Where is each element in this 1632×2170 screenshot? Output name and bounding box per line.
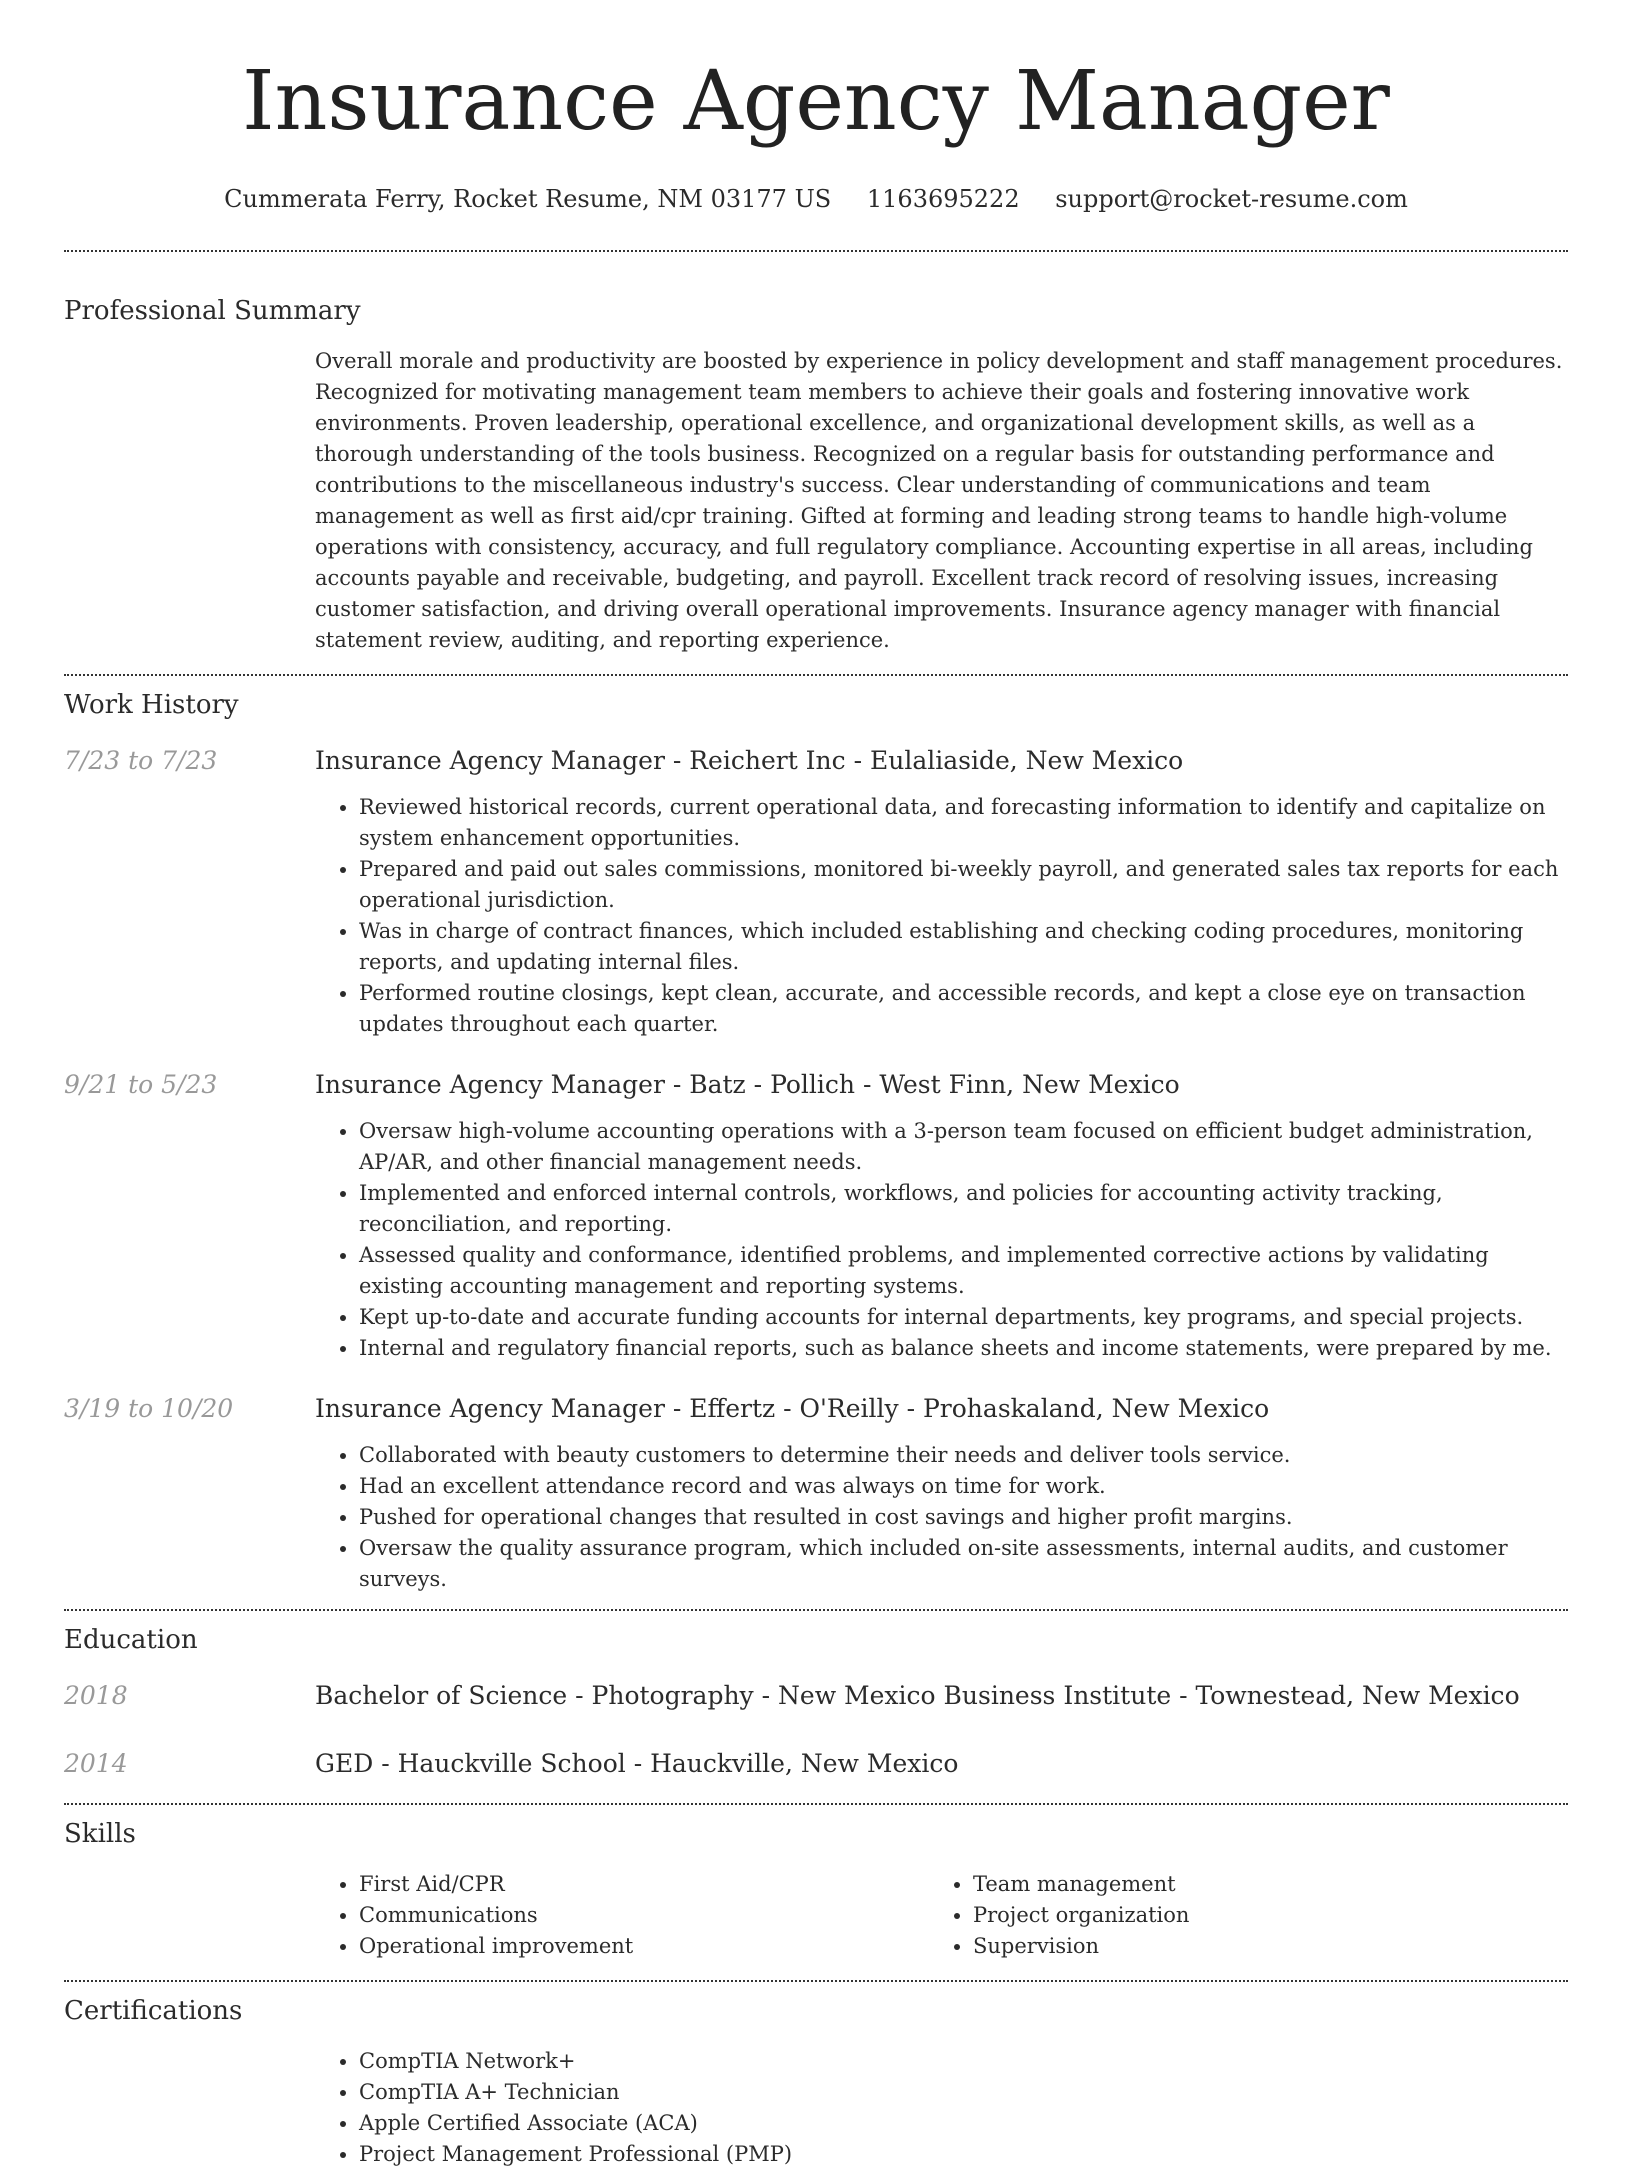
- skills-column-left: [315, 1869, 929, 1962]
- skills-section: [64, 1817, 1568, 1962]
- job-bullet: • Kept up-to-date and accurate funding accounts for internal departments, key programs, and special projects.: [359, 1302, 1568, 1333]
- skills-grid: [315, 1869, 1568, 1962]
- job-dates: 3/19 to 10/20: [64, 1394, 234, 1423]
- contact-email: support@rocket-resume.com: [1055, 185, 1408, 213]
- section-divider: [64, 1609, 1568, 1611]
- section-divider: [64, 674, 1568, 676]
- job-bullet: • Implemented and enforced internal controls, workflows, and policies for accounting activity tracking, reconciliation, and reporting.: [359, 1178, 1568, 1240]
- job-header: [64, 744, 1568, 778]
- job-bullets: [315, 792, 1568, 1040]
- summary-text: Overall morale and productivity are boosted by experience in policy development and staff management procedures. Recognized for motivating management team members to achieve their goals and fostering innovative work environments. Proven leadership, operational excellence, and organizational development skills, as well as a thorough understanding of the tools business. Recognized on a regular basis for outstanding performance and contributions to the miscellaneous industry's success. Clear understanding of communications and team management as well as first aid/cpr training. Gifted at forming and leading strong teams to handle high-volume operations with consistency, accuracy, and full regulatory compliance. Accounting expertise in all areas, including accounts payable and receivable, budgeting, and payroll. Excellent track record of resolving issues, increasing customer satisfaction, and driving overall operational improvements. Insurance agency manager with financial statement review, auditing, and reporting experience.: [315, 349, 1563, 652]
- job-bullet: • Collaborated with beauty customers to determine their needs and deliver tools service.: [359, 1440, 1568, 1471]
- certification-item: • CompTIA A+ Technician: [359, 2077, 1568, 2108]
- job-entry: [64, 1068, 1568, 1364]
- job-bullets: [315, 1116, 1568, 1364]
- section-divider: [64, 1803, 1568, 1805]
- summary-section: [64, 294, 1568, 656]
- job-bullet: • Had an excellent attendance record and was always on time for work.: [359, 1471, 1568, 1502]
- contact-line: [64, 182, 1568, 216]
- skill-item: • Team management: [973, 1869, 1543, 1900]
- job-bullet: • Oversaw the quality assurance program, which included on-site assessments, internal audits, and customer surveys.: [359, 1533, 1568, 1595]
- education-section: [64, 1623, 1568, 1781]
- job-bullet: • Reviewed historical records, current operational data, and forecasting information to identify and capitalize on system enhancement opportunities.: [359, 792, 1568, 854]
- contact-address: Cummerata Ferry, Rocket Resume, NM 03177 US: [224, 185, 832, 213]
- job-entry: [64, 1392, 1568, 1595]
- job-bullet: • Performed routine closings, kept clean, accurate, and accessible records, and kept a close eye on transaction updates throughout each quarter.: [359, 978, 1568, 1040]
- job-header: [64, 1068, 1568, 1102]
- certification-item: • CompTIA Network+: [359, 2046, 1568, 2077]
- job-bullets: [315, 1440, 1568, 1595]
- contact-phone: 1163695222: [866, 185, 1020, 213]
- resume-name: Insurance Agency Manager: [242, 54, 1390, 149]
- job-header: [64, 1392, 1568, 1426]
- education-entry: [64, 1747, 1568, 1781]
- education-heading: Education: [64, 1625, 198, 1655]
- education-year: 2014: [64, 1749, 128, 1778]
- job-bullet: • Oversaw high-volume accounting operations with a 3-person team focused on efficient budget administration, AP/AR, and other financial management needs.: [359, 1116, 1568, 1178]
- skill-item: • Supervision: [973, 1931, 1543, 1962]
- job-title: Insurance Agency Manager - Effertz - O'Reilly - Prohaskaland, New Mexico: [315, 1394, 1270, 1423]
- certifications-section: [64, 1994, 1568, 2170]
- certifications-heading: Certifications: [64, 1996, 243, 2026]
- header-divider: [64, 250, 1568, 252]
- section-divider: [64, 1980, 1568, 1982]
- skill-item: • Operational improvement: [359, 1931, 929, 1962]
- job-bullet: • Assessed quality and conformance, identified problems, and implemented corrective actions by validating existing accounting management and reporting systems.: [359, 1240, 1568, 1302]
- job-entry: [64, 744, 1568, 1040]
- job-bullet: • Pushed for operational changes that resulted in cost savings and higher profit margins.: [359, 1502, 1568, 1533]
- skills-heading: Skills: [64, 1819, 136, 1849]
- job-bullet: • Was in charge of contract finances, which included establishing and checking coding procedures, monitoring reports, and updating internal files.: [359, 916, 1568, 978]
- education-entry: [64, 1679, 1568, 1713]
- skill-item: • Project organization: [973, 1900, 1543, 1931]
- education-year: 2018: [64, 1681, 128, 1710]
- job-dates: 9/21 to 5/23: [64, 1070, 218, 1099]
- work-history-heading: Work History: [64, 690, 239, 720]
- certifications-list: [315, 2046, 1568, 2170]
- skills-column-right: [929, 1869, 1543, 1962]
- skill-item: • First Aid/CPR: [359, 1869, 929, 1900]
- job-title: Insurance Agency Manager - Reichert Inc - Eulaliaside, New Mexico: [315, 746, 1184, 775]
- education-detail: GED - Hauckville School - Hauckville, New Mexico: [315, 1749, 959, 1778]
- certification-item: • Apple Certified Associate (ACA): [359, 2108, 1568, 2139]
- job-bullet: • Internal and regulatory financial reports, such as balance sheets and income statements, were prepared by me.: [359, 1333, 1568, 1364]
- certification-item: • Project Management Professional (PMP): [359, 2139, 1568, 2170]
- job-bullet: • Prepared and paid out sales commissions, monitored bi-weekly payroll, and generated sales tax reports for each operational jurisdiction.: [359, 854, 1568, 916]
- job-title: Insurance Agency Manager - Batz - Pollich - West Finn, New Mexico: [315, 1070, 1180, 1099]
- summary-heading: Professional Summary: [64, 296, 361, 326]
- skill-item: • Communications: [359, 1900, 929, 1931]
- education-detail: Bachelor of Science - Photography - New Mexico Business Institute - Townestead, New Mexico: [315, 1681, 1520, 1710]
- work-history-section: [64, 688, 1568, 1595]
- job-dates: 7/23 to 7/23: [64, 746, 218, 775]
